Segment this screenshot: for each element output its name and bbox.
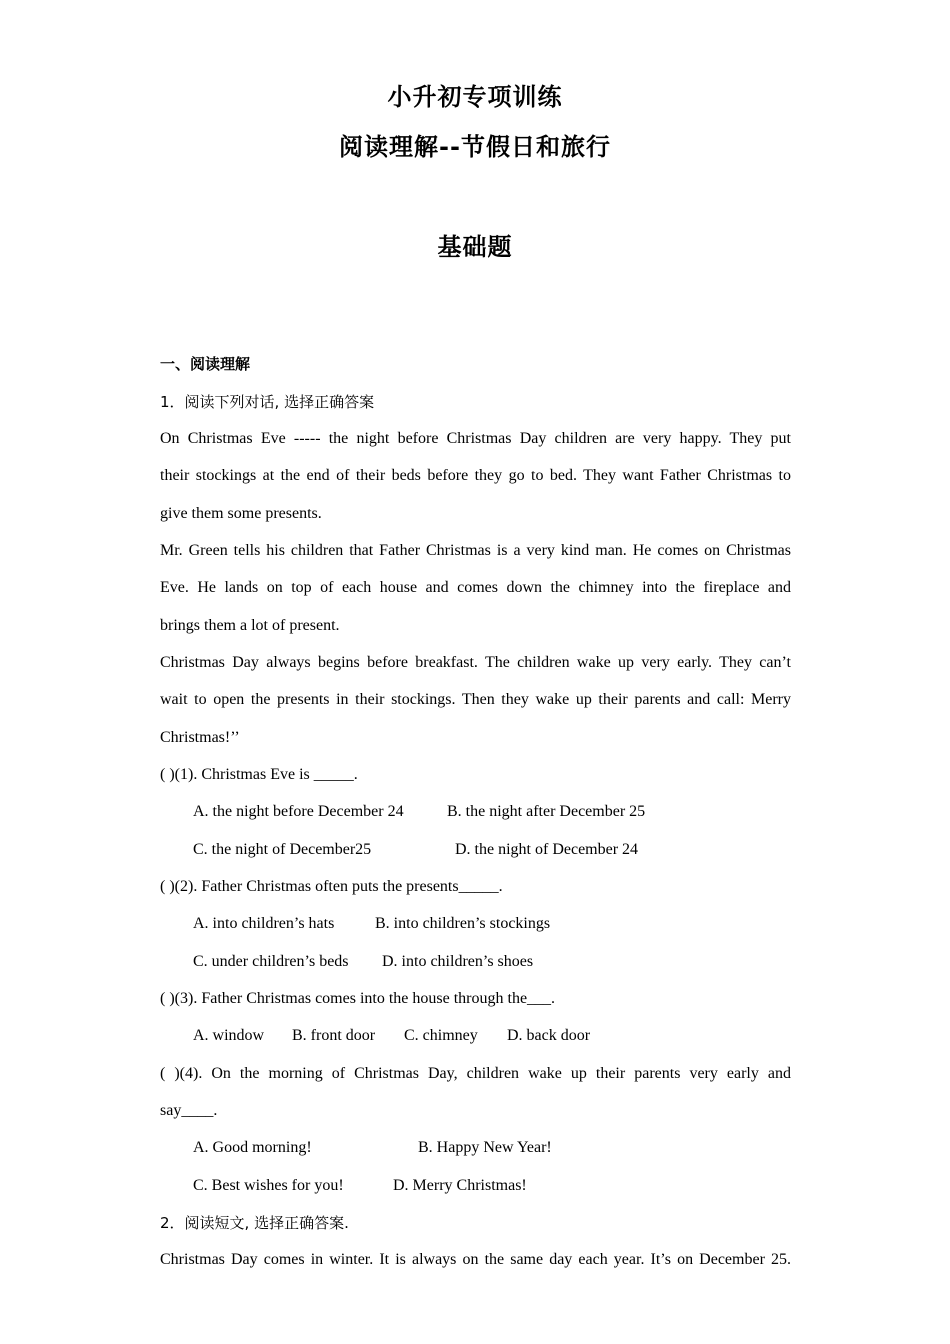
option-c: C. Best wishes for you! — [193, 1177, 344, 1194]
option-c: C. the night of December25 — [193, 841, 372, 858]
passage-line: give them some presents. — [160, 505, 322, 522]
sub-question-3-stem: ( )(3). Father Christmas comes into the house through the___. — [160, 990, 556, 1007]
sub-question-2-stem: ( )(2). Father Christmas often puts the presents_____. — [160, 878, 503, 895]
sub-question-4-stem-continued: say____. — [160, 1102, 218, 1119]
option-c: C. under children’s beds — [193, 953, 349, 970]
difficulty-title: 基础题 — [437, 233, 513, 261]
option-a: A. the night before December 24 — [193, 803, 404, 820]
passage-line: Mr. Green tells his children that Father Christmas is a very kind man. He comes on Christmas — [160, 542, 791, 559]
option-b: B. front door — [292, 1027, 376, 1044]
passage-line: Eve. He lands on top of each house and comes down the chimney into the fireplace and — [160, 579, 791, 596]
option-a: A. into children’s hats — [193, 915, 335, 932]
option-a: A. window — [193, 1027, 265, 1044]
option-b: B. into children’s stockings — [375, 915, 551, 932]
passage-line: On Christmas Eve ----- the night before Christmas Day children are very happy. They put — [160, 430, 791, 447]
section-heading: 一、阅读理解 — [160, 355, 251, 373]
option-b: B. Happy New Year! — [418, 1139, 552, 1156]
option-c: C. chimney — [404, 1027, 478, 1044]
option-b: B. the night after December 25 — [447, 803, 646, 820]
option-d: D. Merry Christmas! — [393, 1177, 527, 1194]
option-a: A. Good morning! — [193, 1139, 312, 1156]
sub-question-1-stem: ( )(1). Christmas Eve is _____. — [160, 766, 358, 783]
option-d: D. the night of December 24 — [455, 841, 639, 858]
passage-line: Christmas!’’ — [160, 729, 240, 746]
passage-line: Christmas Day always begins before breakfast. The children wake up very early. They can’t — [160, 654, 791, 671]
passage-line: wait to open the presents in their stockings. Then they wake up their parents and call: Merry — [160, 691, 791, 708]
sub-question-4-stem: ( )(4). On the morning of Christmas Day, children wake up their parents very early and — [160, 1065, 791, 1082]
page-subtitle: 阅读理解--节假日和旅行 — [339, 133, 611, 161]
question-2-intro: 2．阅读短文, 选择正确答案. — [160, 1214, 349, 1232]
question-1-intro: 1．阅读下列对话, 选择正确答案 — [160, 393, 375, 411]
page-title: 小升初专项训练 — [387, 83, 563, 111]
passage-line: brings them a lot of present. — [160, 617, 340, 634]
passage-line: Christmas Day comes in winter. It is always on the same day each year. It’s on December 25. — [160, 1251, 791, 1268]
option-d: D. back door — [507, 1027, 591, 1044]
option-d: D. into children’s shoes — [382, 953, 534, 970]
passage-line: their stockings at the end of their beds before they go to bed. They want Father Christmas to — [160, 467, 791, 484]
